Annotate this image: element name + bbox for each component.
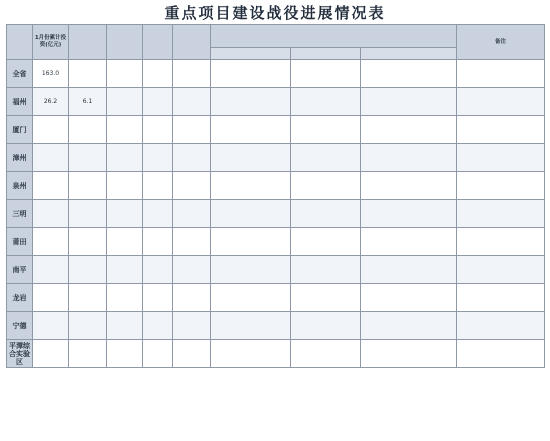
progress-cell-1 [211,340,291,368]
progress-cell-3 [361,88,457,116]
progress-cell-1 [211,116,291,144]
header-remark: 备注 [457,25,545,60]
value-cell-4 [143,88,173,116]
progress-cell-2 [291,284,361,312]
value-cell-2 [69,284,107,312]
value-cell-1 [33,116,69,144]
header-sub1 [211,48,291,60]
progress-cell-2 [291,116,361,144]
region-cell: 三明 [7,200,33,228]
header-progress [211,25,457,48]
progress-table [6,24,545,368]
value-cell-4 [143,144,173,172]
value-cell-1 [33,228,69,256]
progress-cell-2 [291,200,361,228]
table-row [7,228,545,256]
remark-cell [457,172,545,200]
value-cell-4 [143,60,173,88]
remark-cell [457,144,545,172]
table-row [7,200,545,228]
value-cell-1: 26.2 [33,88,69,116]
value-cell-2 [69,228,107,256]
progress-cell-1 [211,60,291,88]
value-cell-1 [33,284,69,312]
value-cell-2 [69,340,107,368]
region-cell: 厦门 [7,116,33,144]
region-cell: 全省 [7,60,33,88]
progress-cell-3 [361,172,457,200]
value-cell-5 [173,284,211,312]
table-title: 重点项目建设战役进展情况表 [164,4,386,22]
value-cell-5 [173,88,211,116]
region-cell: 漳州 [7,144,33,172]
value-cell-2 [69,144,107,172]
region-cell: 宁德 [7,312,33,340]
header-c5 [173,25,211,60]
value-cell-5 [173,228,211,256]
progress-cell-2 [291,228,361,256]
progress-cell-2 [291,172,361,200]
value-cell-5 [173,340,211,368]
value-cell-4 [143,284,173,312]
value-cell-1: 163.0 [33,60,69,88]
progress-cell-3 [361,256,457,284]
progress-cell-3 [361,200,457,228]
value-cell-3 [107,312,143,340]
header-c4 [143,25,173,60]
progress-cell-1 [211,284,291,312]
header-c3 [107,25,143,60]
value-cell-4 [143,312,173,340]
remark-cell [457,200,545,228]
value-cell-3 [107,60,143,88]
table-body [7,60,545,368]
value-cell-2 [69,172,107,200]
value-cell-5 [173,144,211,172]
value-cell-1 [33,256,69,284]
value-cell-2 [69,200,107,228]
value-cell-5 [173,172,211,200]
value-cell-4 [143,116,173,144]
header-region [7,25,33,60]
value-cell-5 [173,256,211,284]
value-cell-3 [107,172,143,200]
value-cell-2 [69,256,107,284]
progress-cell-1 [211,88,291,116]
value-cell-4 [143,228,173,256]
progress-cell-3 [361,284,457,312]
progress-cell-2 [291,60,361,88]
value-cell-4 [143,256,173,284]
progress-cell-2 [291,88,361,116]
remark-cell [457,340,545,368]
progress-cell-3 [361,60,457,88]
progress-cell-3 [361,144,457,172]
value-cell-3 [107,228,143,256]
progress-cell-2 [291,144,361,172]
progress-cell-3 [361,340,457,368]
value-cell-1 [33,340,69,368]
value-cell-1 [33,144,69,172]
value-cell-4 [143,172,173,200]
progress-cell-1 [211,200,291,228]
value-cell-3 [107,284,143,312]
remark-cell [457,88,545,116]
remark-cell [457,284,545,312]
value-cell-3 [107,144,143,172]
value-cell-1 [33,312,69,340]
table-row [7,284,545,312]
table-row [7,116,545,144]
progress-cell-1 [211,172,291,200]
progress-cell-1 [211,144,291,172]
value-cell-1 [33,172,69,200]
table-row [7,60,545,88]
remark-cell [457,228,545,256]
region-cell: 莆田 [7,228,33,256]
table-row [7,144,545,172]
progress-cell-2 [291,256,361,284]
value-cell-3 [107,200,143,228]
header-sub2 [291,48,361,60]
header-c2 [69,25,107,60]
value-cell-2 [69,116,107,144]
table-row [7,172,545,200]
progress-cell-3 [361,116,457,144]
progress-cell-1 [211,228,291,256]
table-row [7,340,545,368]
progress-cell-1 [211,312,291,340]
value-cell-5 [173,60,211,88]
region-cell: 平潭综合实验区 [7,340,33,368]
value-cell-3 [107,256,143,284]
value-cell-1 [33,200,69,228]
value-cell-2: 6.1 [69,88,107,116]
value-cell-2 [69,312,107,340]
table-row [7,256,545,284]
header-sub3 [361,48,457,60]
header-c1: 1月份累计投资(亿元) [33,25,69,60]
progress-cell-3 [361,228,457,256]
remark-cell [457,60,545,88]
remark-cell [457,312,545,340]
value-cell-4 [143,340,173,368]
value-cell-3 [107,340,143,368]
region-cell: 龙岩 [7,284,33,312]
region-cell: 南平 [7,256,33,284]
value-cell-4 [143,200,173,228]
table-row [7,88,545,116]
value-cell-5 [173,116,211,144]
progress-cell-1 [211,256,291,284]
remark-cell [457,116,545,144]
value-cell-3 [107,116,143,144]
region-cell: 泉州 [7,172,33,200]
progress-cell-2 [291,340,361,368]
table-row [7,312,545,340]
value-cell-5 [173,312,211,340]
remark-cell [457,256,545,284]
progress-cell-3 [361,312,457,340]
value-cell-5 [173,200,211,228]
region-cell: 福州 [7,88,33,116]
progress-cell-2 [291,312,361,340]
value-cell-3 [107,88,143,116]
value-cell-2 [69,60,107,88]
